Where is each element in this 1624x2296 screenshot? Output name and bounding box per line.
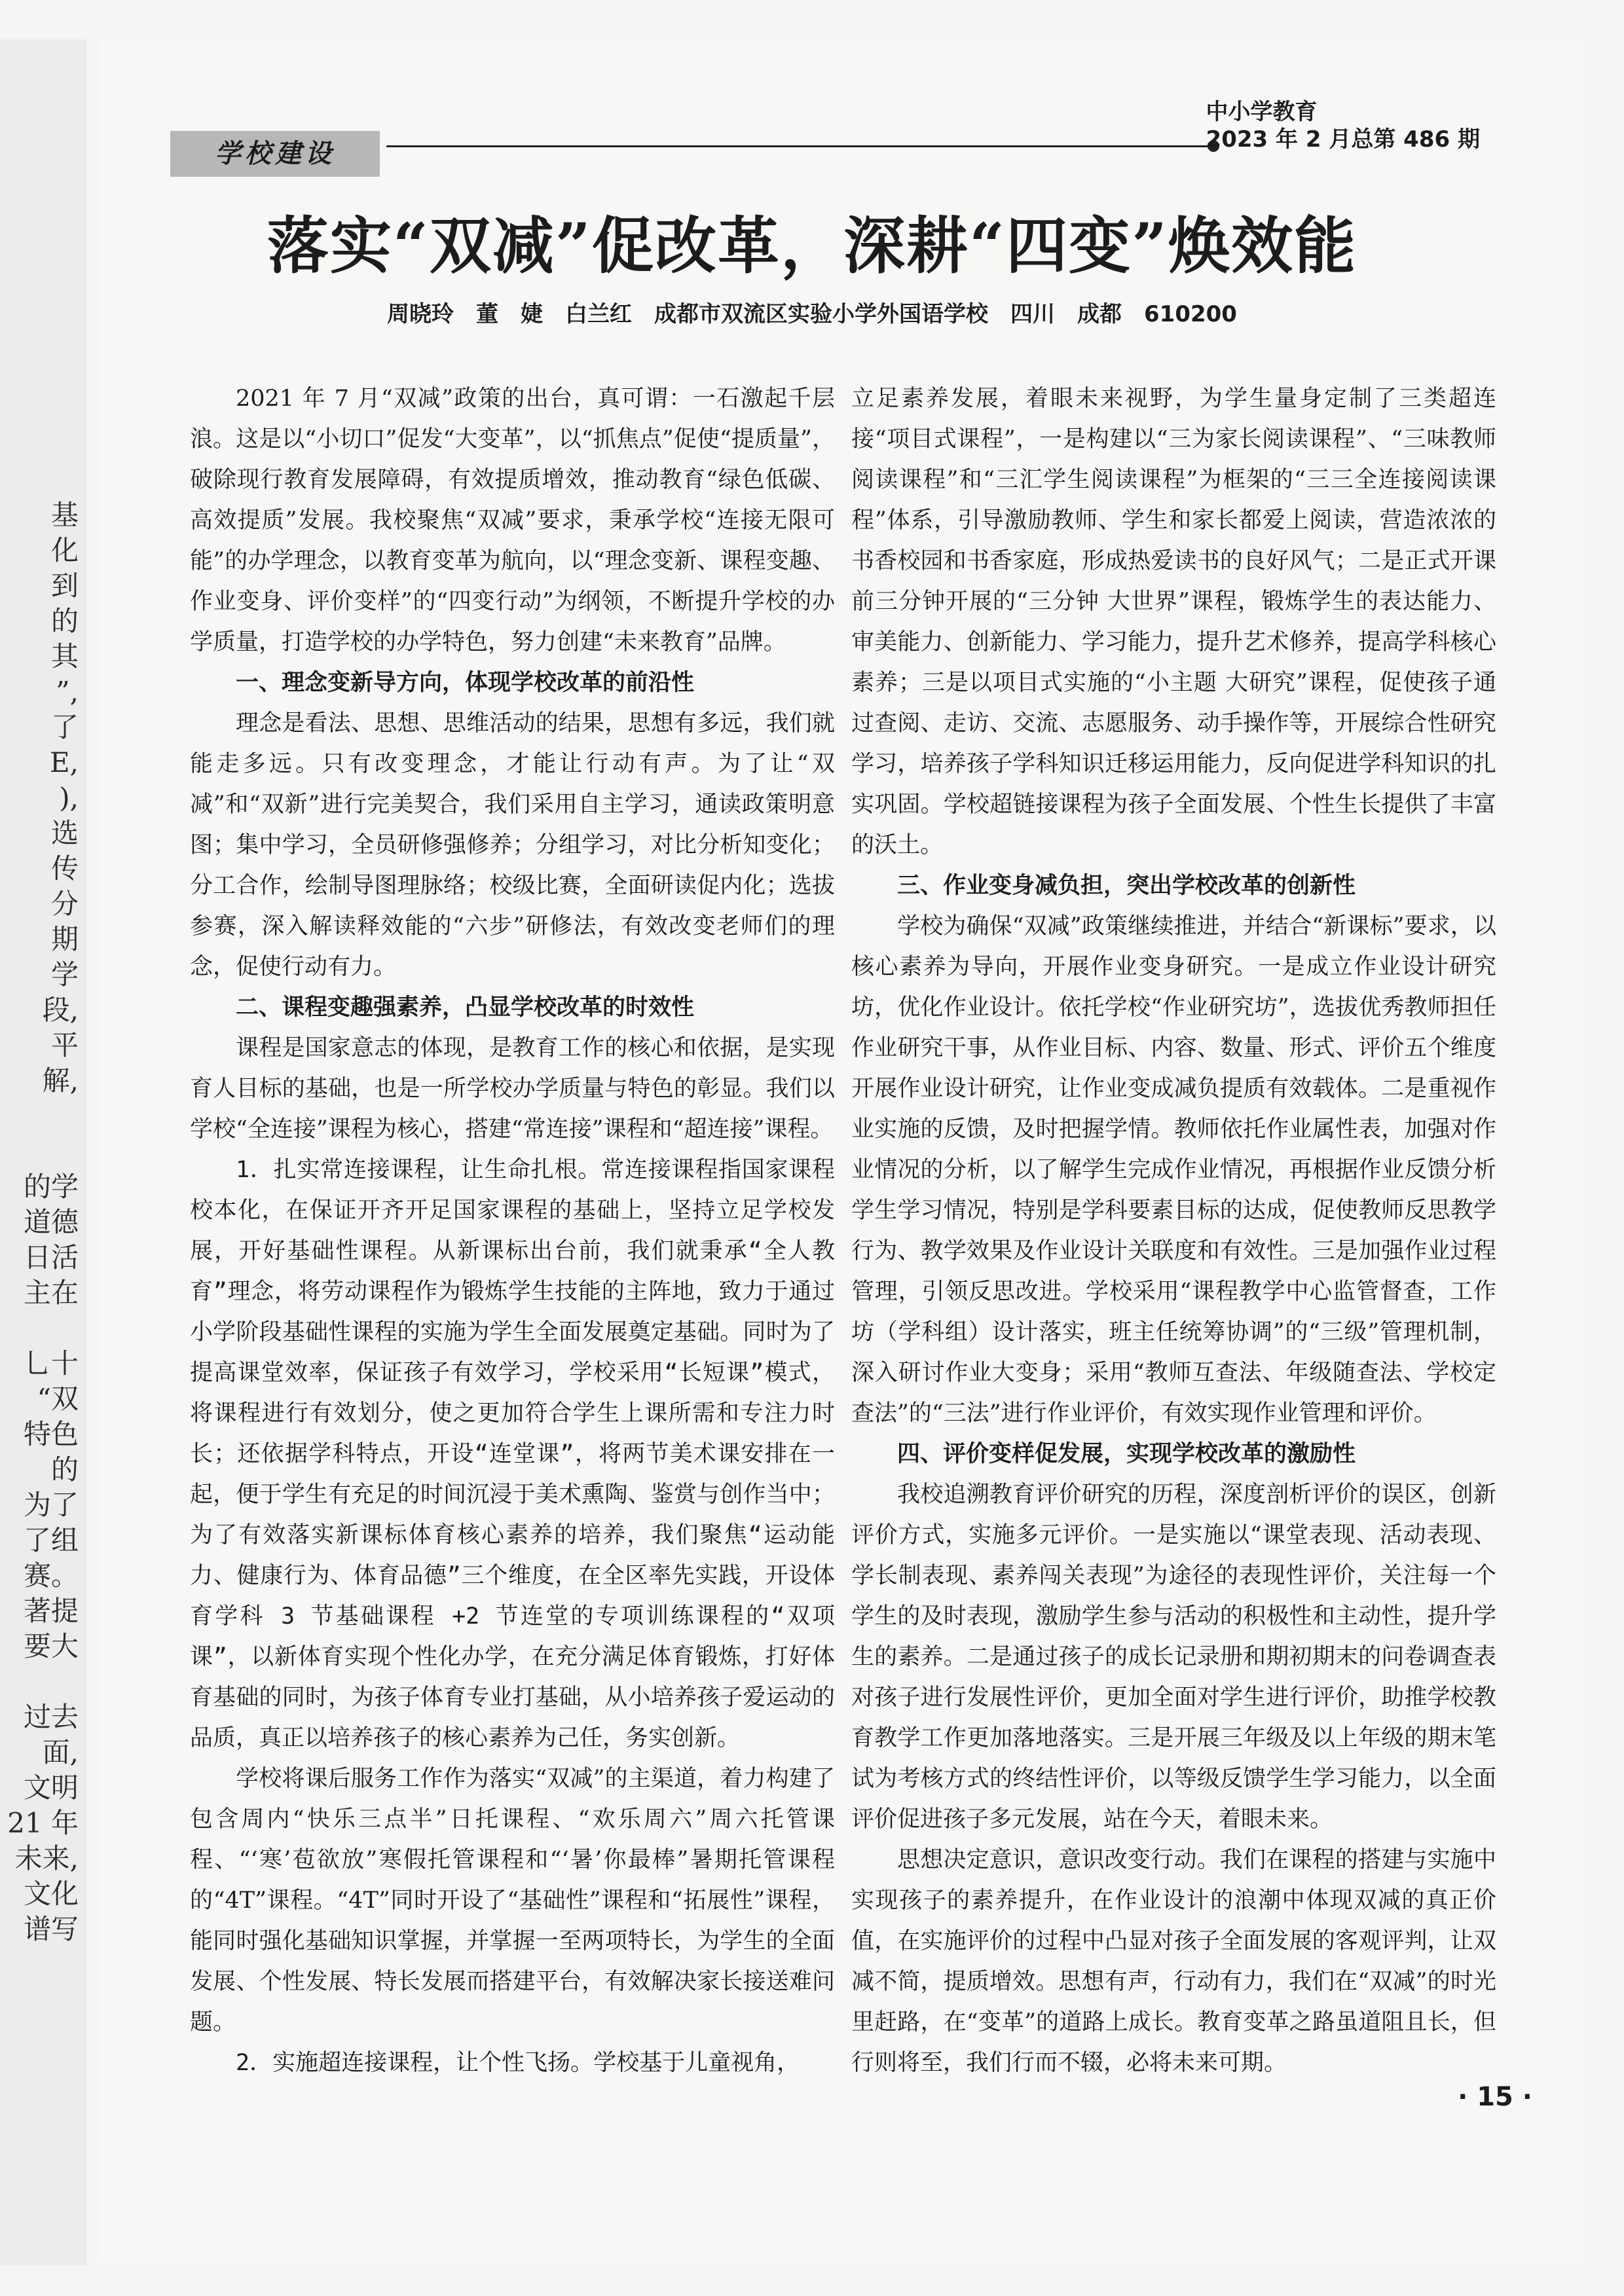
margin-fragment: 的 <box>50 605 79 637</box>
paragraph: 2021 年 7 月“双减”政策的出台，真可谓：一石激起千层浪。这是以“小切口”促发“大变革”，以“抓焦点”促使“提质量”，破除现行教育发展障碍，有效提质增效，推动教育“绿色低碳、高效提质”发展。我校聚焦“双减”要求，秉承学校“连接无限可能”的办学理念，以教育变革为航向，以“理念变新、课程变趣、作业变身、评价变样”的“四变行动”为纲领，不断提升学校的办学质量，打造学校的办学特色，努力创建“未来教育”品牌。 <box>190 386 835 655</box>
margin-fragment <box>7 1311 79 1346</box>
margin-fragment: 其 <box>50 640 79 672</box>
article-byline: 周晓玲 董 婕 白兰红 成都市双流区实验小学外国语学校 四川 成都 610200 <box>387 301 1237 327</box>
paragraph: 2．实施超连接课程，让个性飞扬。学校基于儿童视角， <box>236 2050 800 2076</box>
paragraph: 学校将课后服务工作作为落实“双减”的主渠道，着力构建了包含周内“快乐三点半”日托课程、“欢乐周六”周六托管课程、“‘寒’苞欲放”寒假托管课程和“‘暑’你最棒”暑期托管课程的“4T”课程。“4T”同时开设了“基础性”课程和“拓展性”课程，能同时强化基础知识掌握，并掌握一至两项特长，为学生的全面发展、个性发展、特长发展而搭建平台，有效解决家长接送难问题。 <box>190 1766 835 2035</box>
margin-fragment: 了 <box>50 711 79 743</box>
margin-fragment: 期 <box>50 923 79 955</box>
adjacent-page-text <box>7 498 79 1947</box>
margin-fragment: 传 <box>50 852 79 884</box>
margin-fragment: 的学 <box>23 1171 79 1203</box>
margin-fragment: 段, <box>42 994 79 1026</box>
adjacent-page-margin <box>0 39 86 2265</box>
margin-fragment: 到 <box>50 570 79 602</box>
margin-fragment: 的 <box>50 1453 79 1485</box>
section-heading: 一、理念变新导方向，体现学校改革的前沿性 <box>236 670 695 696</box>
margin-fragment: 为了 <box>23 1489 79 1521</box>
margin-fragment: E, <box>49 746 79 778</box>
margin-fragment: 面, <box>42 1736 79 1768</box>
margin-fragment: 了组 <box>23 1524 79 1556</box>
left-column <box>190 378 835 2083</box>
paragraph: 课程是国家意志的体现，是教育工作的核心和依据，是实现育人目标的基础，也是一所学校办学质量与特色的彰显。我们以学校“全连接”课程为核心，搭建“常连接”课程和“超连接”课程。 <box>190 1035 835 1142</box>
section-heading: 四、评价变样促发展，实现学校改革的激励性 <box>897 1441 1356 1467</box>
margin-fragment: 乚十 <box>23 1347 79 1379</box>
paragraph: 理念是看法、思想、思维活动的结果，思想有多远，我们就能走多远。只有改变理念，才能让行动有声。为了让“双减”和“双新”进行完美契合，我们采用自主学习，通读政策明意图；集中学习，全员研修强修养；分组学习，对比分析知变化；分工合作，绘制导图理脉络；校级比赛，全面研读促内化；选拔参赛，深入解读释效能的“六步”研修法，有效改变老师们的理念，促使行动有力。 <box>190 710 835 980</box>
section-tag: 学校建设 <box>170 131 380 177</box>
margin-fragment: ”, <box>56 676 79 708</box>
margin-fragment: 选 <box>50 817 79 849</box>
journal-issue: 2023 年 2 月总第 486 期 <box>1206 126 1480 153</box>
margin-fragment: 学 <box>50 958 79 991</box>
margin-fragment: 日活 <box>23 1241 79 1273</box>
margin-fragment: 21 年 <box>7 1807 79 1839</box>
margin-fragment: 道德 <box>23 1206 79 1238</box>
margin-fragment: 赛。 <box>23 1559 79 1592</box>
margin-fragment: 过去 <box>23 1701 79 1733</box>
margin-fragment: 文化 <box>23 1878 79 1910</box>
margin-fragment: 谱写 <box>23 1913 79 1945</box>
margin-fragment: 未来, <box>14 1842 79 1874</box>
margin-fragment: 解, <box>42 1065 79 1097</box>
margin-fragment: 文明 <box>23 1772 79 1804</box>
paragraph: 学校为确保“双减”政策继续推进，并结合“新课标”要求，以核心素养为导向，开展作业变身研究。一是成立作业设计研究坊，优化作业设计。依托学校“作业研究坊”，选拔优秀教师担任作业研究干事，从作业目标、内容、数量、形式、评价五个维度开展作业设计研究，让作业变成减负提质有效载体。二是重视作业实施的反馈，及时把握学情。教师依托作业属性表，加强对作业情况的分析，以了解学生完成作业情况，再根据作业反馈分析学生学习情况，特别是学科要素目标的达成，促使教师反思教学行为、教学效果及作业设计关联度和有效性。三是加强作业过程管理，引领反思改进。学校采用“课程教学中心监管督查，工作坊（学科组）设计落实，班主任统筹协调”的“三级”管理机制，深入研讨作业大变身；采用“教师互查法、年级随查法、学校定查法”的“三法”进行作业评价，有效实现作业管理和评价。 <box>851 913 1496 1427</box>
page-number: · 15 · <box>1458 2082 1532 2112</box>
margin-fragment: 平 <box>50 1029 79 1061</box>
margin-fragment: 著提 <box>23 1595 79 1627</box>
margin-fragment <box>7 1664 79 1700</box>
paragraph: 思想决定意识，意识改变行动。我们在课程的搭建与实施中实现孩子的素养提升，在作业设计的浪潮中体现双减的真正价值，在实施评价的过程中凸显对孩子全面发展的客观评判，让双减不简，提质增效。思想有声，行动有力，我们在“双减”的时光里赶路，在“变革”的道路上成长。教育变革之路虽道阻且长，但行则将至，我们行而不辍，必将未来可期。 <box>851 1847 1496 2076</box>
margin-fragment: 分 <box>50 888 79 920</box>
margin-fragment: 特色 <box>23 1418 79 1450</box>
header-rule <box>386 145 1211 147</box>
margin-fragment: ), <box>59 782 79 814</box>
section-heading: 二、课程变趣强素养，凸显学校改革的时效性 <box>236 994 695 1021</box>
paragraph: 1．扎实常连接课程，让生命扎根。常连接课程指国家课程校本化，在保证开齐开足国家课程的基础上，坚持立足学校发展，开好基础性课程。从新课标出台前，我们就秉承“全人教育”理念，将劳动课程作为锻炼学生技能的主阵地，致力于通过小学阶段基础性课程的实施为学生全面发展奠定基础。同时为了提高课堂效率，保证孩子有效学习，学校采用“长短课”模式，将课程进行有效划分，使之更加符合学生上课所需和专注力时长；还依据学科特点，开设“连堂课”，将两节美术课安排在一起，便于学生有充足的时间沉浸于美术熏陶、鉴赏与创作当中；为了有效落实新课标体育核心素养的培养，我们聚焦“运动能力、健康行为、体育品德”三个维度，在全区率先实践，开设体育学科 3 节基础课程 +2 节连堂的专项训练课程的“双项课”，以新体育实现个性化办学，在充分满足体育锻炼，打好体育基础的同时，为孩子体育专业打基础，从小培养孩子爱运动的品质，真正以培养孩子的核心素养为己任，务实创新。 <box>190 1157 835 1751</box>
right-column <box>851 378 1496 2083</box>
margin-fragment: 化 <box>50 534 79 566</box>
margin-fragment <box>7 1099 79 1134</box>
section-heading: 三、作业变身减负担，突出学校改革的创新性 <box>897 873 1356 899</box>
journal-name: 中小学教育 <box>1206 99 1318 125</box>
journal-info <box>1206 98 1480 153</box>
paragraph: 我校追溯教育评价研究的历程，深度剖析评价的误区，创新评价方式，实施多元评价。一是实施以“课堂表现、活动表现、学长制表现、素养闯关表现”为途径的表现性评价，关注每一个学生的及时表现，激励学生参与活动的积极性和主动性，提升学生的素养。二是通过孩子的成长记录册和期初期末的问卷调查表对孩子进行发展性评价，更加全面对学生进行评价，助推学校教育教学工作更加落地落实。三是开展三年级及以上年级的期末笔试为考核方式的终结性评价，以等级反馈学生学习能力，以全面评价促进孩子多元发展，站在今天，着眼未来。 <box>851 1482 1496 1832</box>
margin-fragment: 主在 <box>23 1277 79 1309</box>
margin-fragment: 基 <box>50 499 79 531</box>
margin-fragment: “双 <box>37 1383 79 1415</box>
paragraph: 立足素养发展，着眼未来视野，为学生量身定制了三类超连接“项目式课程”，一是构建以“三为家长阅读课程”、“三味教师阅读课程”和“三汇学生阅读课程”为框架的“三三全连接阅读课程”体系，引导激励教师、学生和家长都爱上阅读，营造浓浓的书香校园和书香家庭，形成热爱读书的良好风气；二是正式开课前三分钟开展的“三分钟 大世界”课程，锻炼学生的表达能力、审美能力、创新能力、学习能力，提升艺术修养，提高学科核心素养；三是以项目式实施的“小主题 大研究”课程，促使孩子通过查阅、走访、交流、志愿服务、动手操作等，开展综合性研究学习，培养孩子学科知识迁移运用能力，反向促进学科知识的扎实巩固。学校超链接课程为孩子全面发展、个性生长提供了丰富的沃土。 <box>851 386 1496 858</box>
margin-fragment: 要大 <box>23 1630 79 1662</box>
margin-fragment <box>7 1134 79 1169</box>
article-title: 落实“双减”促改革，深耕“四变”焕效能 <box>267 210 1357 282</box>
